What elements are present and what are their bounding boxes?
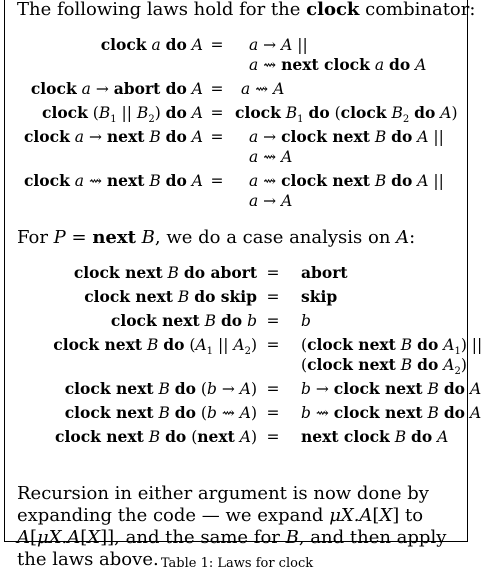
law-rhs: a → A bbox=[249, 192, 293, 210]
law-eq: = bbox=[210, 80, 224, 98]
case-rhs: (clock next B do $A_2$) bbox=[301, 355, 467, 378]
case-lhs: clock next B do b bbox=[110, 311, 257, 330]
law-eq: = bbox=[210, 128, 224, 146]
intro-text: The following laws hold for the clock combinator: bbox=[17, 0, 476, 20]
case-rhs: abort bbox=[301, 263, 348, 282]
law-rhs: clock $B_1$ do (clock $B_2$ do A) bbox=[235, 103, 458, 126]
law-rhs: a ⇝ A bbox=[241, 80, 285, 98]
case-eq: = bbox=[266, 404, 280, 422]
case-rhs: next clock B do A bbox=[301, 427, 449, 446]
law-rhs: a → clock next B do A || bbox=[249, 127, 444, 146]
case-lhs: clock next B do ($A_1$ || $A_2$) bbox=[53, 335, 257, 358]
case-lhs: clock next B do (b → A) bbox=[64, 379, 257, 398]
case-rhs: b → clock next B do A bbox=[301, 379, 482, 398]
law-lhs: clock a do A bbox=[100, 35, 203, 54]
case-eq: = bbox=[266, 428, 280, 446]
law-rhs: a ⇝ next clock a do A bbox=[249, 55, 427, 74]
law-eq: = bbox=[210, 172, 224, 190]
law-rhs: a ⇝ A bbox=[249, 148, 293, 166]
recursion-paragraph: Recursion in either argument is now done by expanding the code — we expand μX.A[X] to A[μX.A[X]], and the same for B, and then apply the laws above. bbox=[17, 483, 447, 570]
case-lhs: clock next B do (next A) bbox=[55, 427, 257, 446]
case-eq: = bbox=[266, 264, 280, 282]
law-lhs: clock a ⇝ next B do A bbox=[23, 171, 203, 190]
law-lhs: clock a → next B do A bbox=[23, 127, 203, 146]
case-lhs: clock next B do (b ⇝ A) bbox=[64, 403, 257, 422]
case-rhs: b ⇝ clock next B do A bbox=[301, 403, 482, 422]
case-eq: = bbox=[266, 380, 280, 398]
case-eq: = bbox=[266, 288, 280, 306]
law-eq: = bbox=[210, 104, 224, 122]
case-rhs: (clock next B do $A_1$) || bbox=[301, 335, 482, 358]
law-lhs: clock a → abort do A bbox=[30, 79, 203, 98]
law-eq: = bbox=[210, 36, 224, 54]
table-caption: Table 1: Laws for clock bbox=[160, 556, 314, 571]
case-lhs: clock next B do abort bbox=[73, 263, 257, 282]
case-rhs: skip bbox=[301, 287, 338, 306]
case-lhs: clock next B do skip bbox=[84, 287, 257, 306]
law-lhs: clock ($B_1$ || $B_2$) do A bbox=[42, 103, 203, 126]
case-eq: = bbox=[266, 336, 280, 354]
case-intro-text: For P = next B, we do a case analysis on A: bbox=[17, 227, 416, 248]
law-rhs: a ⇝ clock next B do A || bbox=[249, 171, 444, 190]
case-rhs: b bbox=[301, 312, 311, 330]
case-eq: = bbox=[266, 312, 280, 330]
law-rhs: a → A || bbox=[249, 36, 308, 54]
